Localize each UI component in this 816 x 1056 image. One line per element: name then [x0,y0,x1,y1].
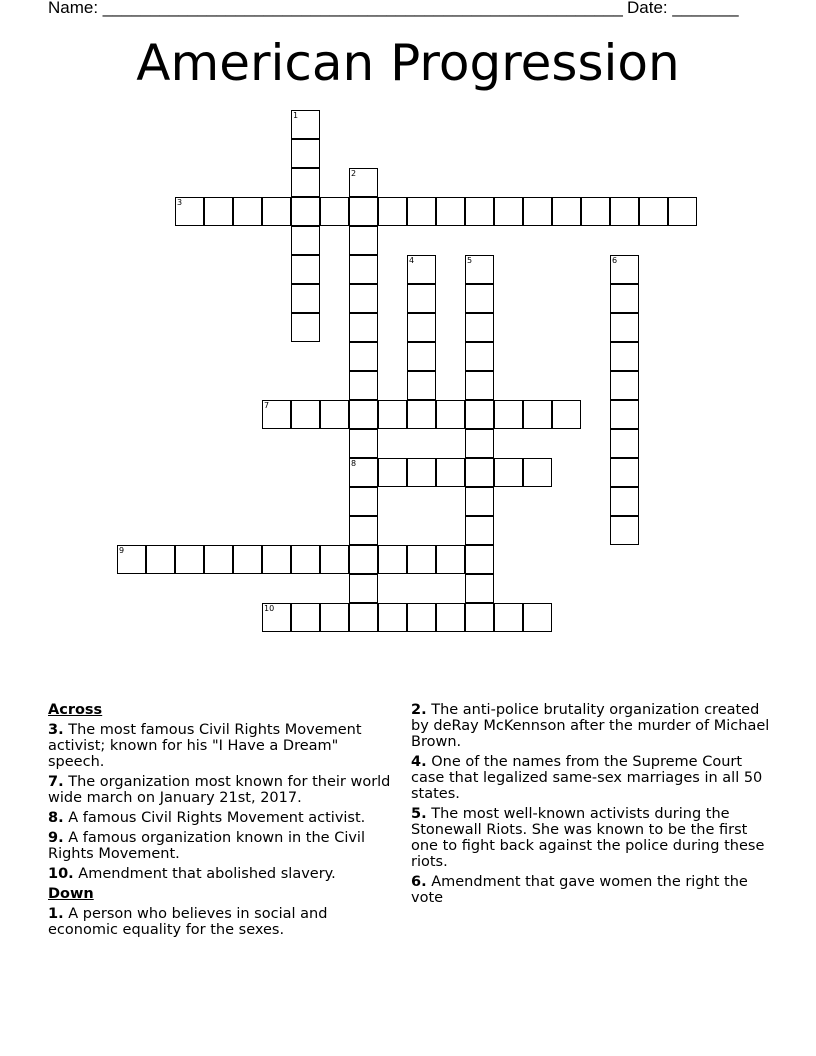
crossword-cell[interactable] [291,313,320,342]
cell-number: 7 [264,401,270,410]
crossword-cell[interactable] [291,400,320,429]
crossword-cell[interactable] [494,400,523,429]
clue-text: A famous organization known in the Civil Rights Movement. [48,830,365,862]
crossword-cell[interactable] [349,197,378,226]
cell-number: 1 [293,111,299,120]
crossword-cell[interactable] [349,284,378,313]
crossword-cell[interactable] [465,255,494,284]
crossword-cell[interactable] [436,603,465,632]
crossword-cell[interactable] [378,458,407,487]
page-title: American Progression [136,34,680,92]
crossword-cell[interactable] [639,197,668,226]
date-field-label: Date: _______ [627,0,739,17]
crossword-cell[interactable] [291,255,320,284]
crossword-cell[interactable] [349,371,378,400]
crossword-cell[interactable] [349,400,378,429]
crossword-cell[interactable] [407,197,436,226]
crossword-cell[interactable] [320,400,349,429]
clue-across-3 [48,722,393,770]
crossword-cell[interactable] [436,458,465,487]
crossword-cell[interactable] [465,516,494,545]
crossword-cell[interactable] [349,516,378,545]
crossword-cell[interactable] [465,400,494,429]
crossword-cell[interactable] [349,603,378,632]
clues-right-column [411,702,771,910]
down-heading: Down [48,886,94,902]
crossword-cell[interactable] [465,458,494,487]
cell-number: 9 [119,546,125,555]
crossword-cell[interactable] [523,603,552,632]
crossword-cell[interactable] [349,545,378,574]
clue-text: The anti-police brutality organization created by deRay McKennson after the murder of Michael Brown. [411,702,770,750]
cell-number: 3 [177,198,183,207]
clue-number: 5. [411,806,427,822]
clue-across-7 [48,774,393,806]
crossword-cell[interactable] [349,458,378,487]
crossword-cell[interactable] [320,545,349,574]
crossword-cell[interactable] [175,197,204,226]
crossword-cell[interactable] [378,545,407,574]
crossword-cell[interactable] [175,545,204,574]
crossword-cell[interactable] [494,603,523,632]
crossword-cell[interactable] [233,545,262,574]
crossword-cell[interactable] [349,226,378,255]
crossword-cell[interactable] [610,429,639,458]
cell-number: 6 [612,256,618,265]
clue-down-5 [411,806,771,870]
cell-number: 2 [351,169,357,178]
crossword-cell[interactable] [465,197,494,226]
crossword-cell[interactable] [291,603,320,632]
crossword-cell[interactable] [610,197,639,226]
crossword-cell[interactable] [262,545,291,574]
clue-number: 8. [48,810,64,826]
crossword-cell[interactable] [523,458,552,487]
crossword-cell[interactable] [291,545,320,574]
crossword-cell[interactable] [204,197,233,226]
crossword-cell[interactable] [407,371,436,400]
crossword-cell[interactable] [436,545,465,574]
clue-text: Amendment that abolished slavery. [78,866,336,882]
crossword-cell[interactable] [291,197,320,226]
crossword-cell[interactable] [262,603,291,632]
clue-across-9 [48,830,393,862]
crossword-cell[interactable] [465,342,494,371]
crossword-cell[interactable] [494,458,523,487]
crossword-cell[interactable] [204,545,233,574]
crossword-cell[interactable] [581,197,610,226]
clue-number: 7. [48,774,64,790]
crossword-cell[interactable] [349,342,378,371]
crossword-cell[interactable] [407,313,436,342]
crossword-cell[interactable] [610,487,639,516]
across-heading: Across [48,702,103,718]
crossword-cell[interactable] [610,400,639,429]
crossword-cell[interactable] [465,371,494,400]
cell-number: 4 [409,256,415,265]
crossword-cell[interactable] [407,545,436,574]
crossword-cell[interactable] [610,342,639,371]
crossword-cell[interactable] [291,226,320,255]
crossword-cell[interactable] [552,197,581,226]
crossword-cell[interactable] [465,487,494,516]
cell-number: 5 [467,256,473,265]
clue-number: 3. [48,722,64,738]
crossword-cell[interactable] [378,603,407,632]
clue-text: Amendment that gave women the right the vote [411,874,748,906]
crossword-cell[interactable] [407,400,436,429]
crossword-cell[interactable] [291,168,320,197]
crossword-cell[interactable] [320,603,349,632]
crossword-cell[interactable] [465,284,494,313]
crossword-cell[interactable] [407,342,436,371]
crossword-cell[interactable] [378,197,407,226]
crossword-cell[interactable] [117,545,146,574]
crossword-cell[interactable] [494,197,523,226]
crossword-cell[interactable] [146,545,175,574]
crossword-cell[interactable] [349,313,378,342]
clue-number: 6. [411,874,427,890]
name-field-label: Name: _______________________________________________________ [48,0,623,17]
clue-text: The most famous Civil Rights Movement activist; known for his "I Have a Dream" speech. [48,722,362,770]
crossword-cell[interactable] [349,487,378,516]
crossword-cell[interactable] [610,516,639,545]
crossword-cell[interactable] [320,197,349,226]
crossword-cell[interactable] [610,255,639,284]
clue-text: A person who believes in social and economic equality for the sexes. [48,906,328,938]
clue-number: 9. [48,830,64,846]
clue-text: The organization most known for their world wide march on January 21st, 2017. [48,774,391,806]
clue-number: 2. [411,702,427,718]
crossword-cell[interactable] [465,603,494,632]
clue-number: 1. [48,906,64,922]
clue-text: A famous Civil Rights Movement activist. [68,810,366,826]
crossword-cell[interactable] [610,284,639,313]
crossword-cell[interactable] [349,255,378,284]
crossword-cell[interactable] [668,197,697,226]
clue-down-1 [48,906,393,938]
crossword-cell[interactable] [523,197,552,226]
clue-number: 10. [48,866,74,882]
crossword-cell[interactable] [407,284,436,313]
clue-text: One of the names from the Supreme Court case that legalized same-sex marriages in all 50 states. [411,754,763,802]
crossword-cell[interactable] [465,574,494,603]
crossword-cell[interactable] [610,313,639,342]
crossword-cell[interactable] [436,400,465,429]
crossword-cell[interactable] [349,168,378,197]
crossword-cell[interactable] [407,458,436,487]
crossword-cell[interactable] [262,197,291,226]
crossword-cell[interactable] [349,574,378,603]
cell-number: 8 [351,459,357,468]
crossword-cell[interactable] [407,603,436,632]
clue-down-2 [411,702,771,750]
clue-across-8 [48,810,393,826]
crossword-cell[interactable] [610,371,639,400]
clue-down-6 [411,874,771,906]
crossword-cell[interactable] [291,110,320,139]
crossword-cell[interactable] [378,400,407,429]
crossword-cell[interactable] [436,197,465,226]
clues-left-column [48,702,393,942]
cell-number: 10 [264,604,275,613]
crossword-cell[interactable] [610,458,639,487]
crossword-cell[interactable] [552,400,581,429]
clue-across-10 [48,866,393,882]
crossword-cell[interactable] [233,197,262,226]
crossword-cell[interactable] [291,139,320,168]
crossword-cell[interactable] [465,545,494,574]
crossword-cell[interactable] [291,284,320,313]
crossword-cell[interactable] [349,429,378,458]
crossword-cell[interactable] [465,429,494,458]
clue-number: 4. [411,754,427,770]
crossword-cell[interactable] [523,400,552,429]
crossword-cell[interactable] [262,400,291,429]
clue-down-4 [411,754,771,802]
crossword-cell[interactable] [465,313,494,342]
clue-text: The most well-known activists during the Stonewall Riots. She was known to be the first one to fight back against the police during these riots. [411,806,765,870]
crossword-cell[interactable] [407,255,436,284]
